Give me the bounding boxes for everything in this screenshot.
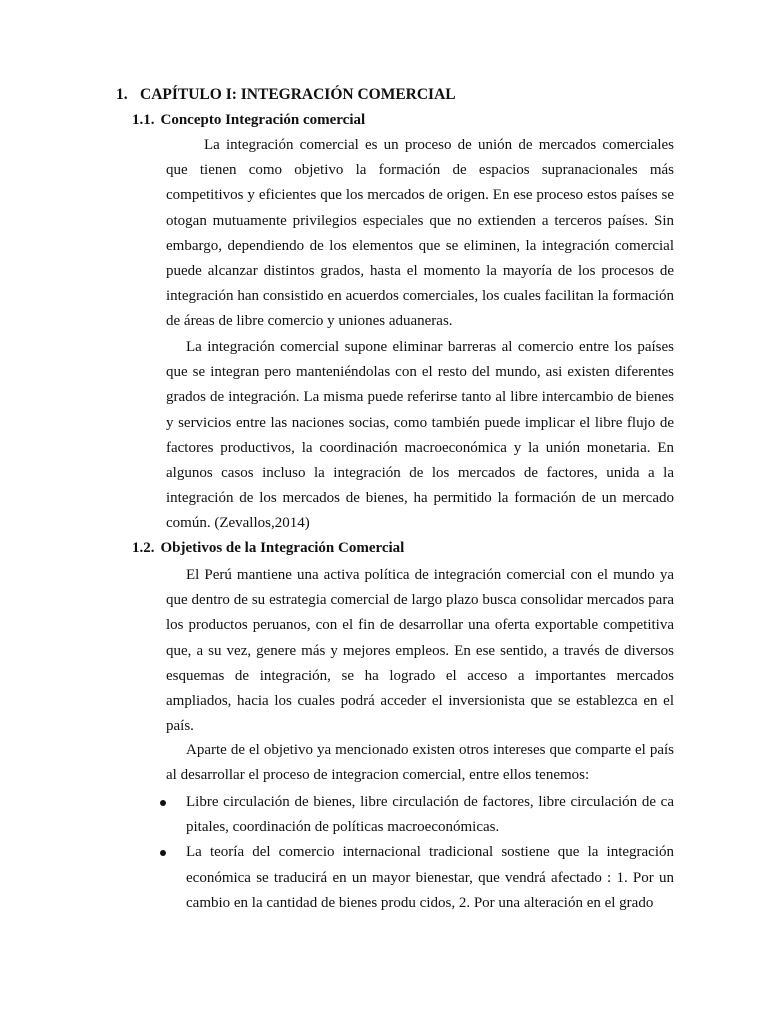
- section-number: 1.2.: [132, 540, 155, 556]
- list-item-text: La teoría del comercio internacional tradicional sostiene que la integración económica se traducirá en un mayor bienestar, que vendrá afectado : 1. Por un cambio en la cantidad de bienes produ cidos, 2. Por una alteración en el grado: [186, 844, 674, 911]
- list-item: [166, 840, 674, 916]
- section-title: Objetivos de la Integración Comercial: [160, 540, 405, 556]
- paragraph: El Perú mantiene una activa política de integración comercial con el mundo ya que dentro de su estrategia comercial de largo plazo busca consolidar mercados para los productos peruanos, con el fin de desarrollar una oferta exportable competitiva que, a su vez, genere más y mejores empleos. En ese sentido, a través de diversos esquemas de integración, se ha logrado el acceso a importantes mercados ampliados, hacia los cuales podrá acceder el inversionista que se establezca en el país.: [166, 567, 674, 735]
- chapter-number: 1.: [116, 86, 128, 103]
- section-number: 1.1.: [132, 112, 155, 128]
- paragraph: La integración comercial supone eliminar barreras al comercio entre los países que se integran pero manteniéndolas con el resto del mundo, asi existen diferentes grados de integración. La misma puede referirse tanto al libre intercambio de bienes y servicios entre las naciones socias, como también puede implicar el libre flujo de factores productivos, la coordinación macroeconómica y la unión monetaria. En algunos casos incluso la integración de los mercados de factores, unida a la integración de los mercados de bienes, ha permitido la formación de un mercado común. (Zevallos,2014): [166, 339, 674, 532]
- list-item-text: Libre circulación de bienes, libre circulación de factores, libre circulación de ca pitales, coordinación de políticas macroeconómicas.: [186, 794, 674, 836]
- list-item: [166, 790, 674, 840]
- bullet-list: [166, 790, 674, 916]
- bullet-icon: [160, 850, 166, 856]
- bullet-icon: [160, 800, 166, 806]
- section-title: Concepto Integración comercial: [160, 112, 366, 128]
- section-heading-1-2: [132, 540, 404, 557]
- chapter-heading: [116, 86, 456, 104]
- paragraph: La integración comercial es un proceso de unión de mercados comerciales que tienen como objetivo la formación de espacios supranacionales más competitivos y eficientes que los mercados de origen. En ese proceso estos países se otogan mutuamente privilegios especiales que no extienden a terceros países. Sin embargo, dependiendo de los elementos que se eliminen, la integración comercial puede alcanzar distintos grados, hasta el momento la mayoría de los procesos de integración han consistido en acuerdos comerciales, los cuales facilitan la formación de áreas de libre comercio y uniones aduaneras.: [166, 137, 674, 330]
- paragraph: Aparte de el objetivo ya mencionado existen otros intereses que comparte el país al desarrollar el proceso de integracion comercial, entre ellos tenemos:: [166, 742, 674, 784]
- section-heading-1-1: [132, 112, 365, 129]
- chapter-title: CAPÍTULO I: INTEGRACIÓN COMERCIAL: [140, 86, 456, 103]
